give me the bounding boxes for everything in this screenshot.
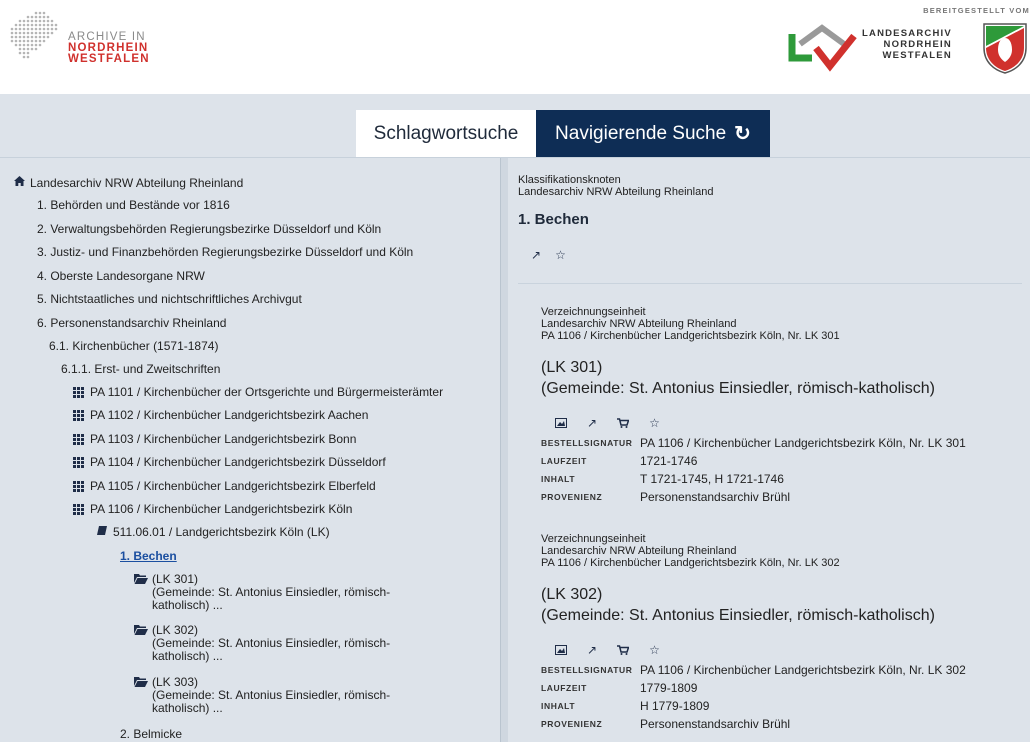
record-type: Verzeichnungseinheit: [541, 306, 646, 318]
image-icon[interactable]: [555, 643, 567, 657]
record-card: [518, 306, 1030, 514]
field-label: PROVENIENZ: [541, 492, 603, 502]
fonds-grid-icon: [73, 434, 84, 445]
field-value: 1779-1809: [640, 681, 698, 695]
record-meta: [541, 533, 840, 569]
tab-keyword-search-label: Schlagwortsuche: [373, 122, 519, 144]
field-label: INHALT: [541, 701, 576, 711]
field-label: LAUFZEIT: [541, 456, 587, 466]
tree-node-level1[interactable]: [37, 222, 381, 236]
field-value: Personenstandsarchiv Brühl: [640, 717, 791, 731]
landesarchiv-wordmark: [862, 28, 952, 61]
tree-node-label: 4. Oberste Landesorgane NRW: [37, 269, 205, 283]
field-value: T 1721-1745, H 1721-1746: [640, 472, 784, 486]
record-fields: [541, 661, 966, 733]
site-header: [0, 0, 1030, 94]
logo-line-2: NORDRHEIN: [68, 42, 149, 54]
tree-node-label: PA 1103 / Kirchenbücher Landgerichtsbezirk Bonn: [90, 432, 357, 446]
tree-node-level1[interactable]: [37, 292, 302, 306]
record-title-line: (LK 301): [541, 359, 603, 376]
tree-node-level1[interactable]: [37, 316, 226, 330]
field-value: PA 1106 / Kirchenbücher Landgerichtsbezirk Köln, Nr. LK 302: [640, 663, 966, 677]
field-label: INHALT: [541, 474, 576, 484]
field-value: 1721-1746: [640, 454, 698, 468]
divider: [518, 283, 1022, 284]
star-icon[interactable]: ☆: [649, 416, 660, 430]
tree-node-label: PA 1106 / Kirchenbücher Landgerichtsbezirk Köln: [90, 502, 353, 516]
tree-node-book[interactable]: [97, 525, 330, 539]
fonds-grid-icon: [73, 481, 84, 492]
tree-node-label: PA 1102 / Kirchenbücher Landgerichtsbezirk Aachen: [90, 408, 369, 422]
tree-node-label: 1. Bechen: [120, 549, 177, 563]
tree-node-level1[interactable]: [37, 269, 205, 283]
tree-node-level1[interactable]: [37, 245, 413, 259]
tree-node-fonds[interactable]: [73, 455, 386, 469]
external-link-icon[interactable]: ↗: [587, 416, 598, 430]
pane-resize-handle[interactable]: [500, 158, 508, 742]
fonds-grid-icon: [73, 504, 84, 515]
tree-node-level1[interactable]: [37, 198, 230, 212]
tree-node-label: 6.1.1. Erst- und Zweitschriften: [61, 362, 221, 376]
search-mode-tabbar: [0, 94, 1030, 158]
folder-open-icon: [134, 573, 148, 587]
classification-tree: [0, 158, 500, 742]
tree-node-active[interactable]: [120, 549, 177, 563]
record-title-line: (LK 302): [541, 586, 603, 603]
folder-open-icon: [134, 676, 148, 690]
dot-map-icon: [8, 9, 64, 65]
tree-node-unit[interactable]: [152, 676, 390, 715]
node-type: Klassifikationsknoten: [518, 174, 621, 186]
star-icon[interactable]: ☆: [649, 643, 660, 657]
fonds-grid-icon: [73, 387, 84, 398]
tree-node-label: PA 1104 / Kirchenbücher Landgerichtsbezirk Düsseldorf: [90, 455, 386, 469]
record-path: Landesarchiv NRW Abteilung Rheinland: [541, 318, 737, 330]
tree-node-level2[interactable]: [49, 339, 218, 353]
tree-node-label: 6.1. Kirchenbücher (1571-1874): [49, 339, 219, 353]
tree-node-root[interactable]: [14, 176, 243, 190]
tree-node-label: 6. Personenstandsarchiv Rheinland: [37, 316, 227, 330]
refresh-icon[interactable]: ↻: [734, 123, 751, 145]
external-link-icon[interactable]: ↗: [587, 643, 598, 657]
tree-node-label: 2. Belmicke: [120, 727, 183, 741]
landesarchiv-logo-icon[interactable]: [786, 22, 858, 72]
lav-line-2: NORDRHEIN: [883, 39, 952, 50]
field-label: BESTELLSIGNATUR: [541, 665, 633, 675]
tree-node-fonds[interactable]: [73, 385, 443, 399]
field-value: Personenstandsarchiv Brühl: [640, 490, 791, 504]
tree-node-label: 511.06.01 / Landgerichtsbezirk Köln (LK): [113, 525, 330, 539]
unit-line: (LK 301): [152, 572, 199, 586]
provided-by-label: BEREITGESTELLT VOM: [923, 6, 1030, 15]
field-label: BESTELLSIGNATUR: [541, 438, 633, 448]
record-meta: [541, 306, 840, 342]
fonds-grid-icon: [73, 457, 84, 468]
unit-line: (LK 302): [152, 623, 199, 637]
unit-line: (LK 303): [152, 675, 199, 689]
record-path: Landesarchiv NRW Abteilung Rheinland: [541, 545, 737, 557]
tree-node-label: PA 1105 / Kirchenbücher Landgerichtsbezirk Elberfeld: [90, 479, 376, 493]
tab-navigating-search-label: Navigierende Suche: [555, 122, 727, 144]
record-path: PA 1106 / Kirchenbücher Landgerichtsbezirk Köln, Nr. LK 301: [541, 330, 840, 342]
record-title[interactable]: [541, 357, 935, 399]
detail-pane: [508, 158, 1030, 742]
record-path: PA 1106 / Kirchenbücher Landgerichtsbezirk Köln, Nr. LK 302: [541, 557, 840, 569]
star-icon[interactable]: ☆: [555, 248, 566, 262]
record-title-line: (Gemeinde: St. Antonius Einsiedler, römisch-katholisch): [541, 380, 935, 397]
image-icon[interactable]: [555, 416, 567, 430]
lav-line-1: LANDESARCHIV: [862, 28, 952, 39]
record-fields: [541, 434, 966, 506]
tree-node-fonds[interactable]: [73, 408, 368, 422]
tree-node-unit[interactable]: [152, 573, 390, 612]
nrw-coat-of-arms-icon: [982, 22, 1028, 74]
fonds-grid-icon: [73, 410, 84, 421]
cart-icon[interactable]: [617, 643, 629, 657]
tree-node-label: PA 1101 / Kirchenbücher der Ortsgerichte und Bürgermeisterämter: [90, 385, 444, 399]
node-title: 1. Bechen: [518, 211, 589, 228]
unit-line: katholisch) ...: [152, 598, 223, 612]
record-title-line: (Gemeinde: St. Antonius Einsiedler, römisch-katholisch): [541, 607, 935, 624]
tree-node-label: 5. Nichtstaatliches und nichtschriftliches Archivgut: [37, 292, 302, 306]
field-value: H 1779-1809: [640, 699, 710, 713]
field-value: PA 1106 / Kirchenbücher Landgerichtsbezirk Köln, Nr. LK 301: [640, 436, 966, 450]
record-actions: [555, 416, 660, 430]
tree-node-label: 2. Verwaltungsbehörden Regierungsbezirke Düsseldorf und Köln: [37, 222, 382, 236]
tree-node-fonds[interactable]: [73, 432, 356, 446]
unit-line: katholisch) ...: [152, 649, 223, 663]
home-icon: [14, 176, 25, 186]
tree-node-level3[interactable]: [61, 362, 220, 376]
book-icon: [97, 525, 108, 536]
external-link-icon[interactable]: ↗: [531, 248, 542, 262]
unit-line: (Gemeinde: St. Antonius Einsiedler, römisch-: [152, 636, 391, 650]
tab-keyword-search[interactable]: [356, 110, 536, 157]
record-type: Verzeichnungseinheit: [541, 533, 646, 545]
cart-icon[interactable]: [617, 416, 629, 430]
unit-line: katholisch) ...: [152, 701, 223, 715]
lav-line-3: WESTFALEN: [882, 50, 952, 61]
tree-node-label: 3. Justiz- und Finanzbehörden Regierungsbezirke Düsseldorf und Köln: [37, 245, 414, 259]
folder-open-icon: [134, 624, 148, 638]
tree-node-label: Landesarchiv NRW Abteilung Rheinland: [30, 176, 244, 190]
unit-line: (Gemeinde: St. Antonius Einsiedler, römisch-: [152, 585, 391, 599]
node-header: [518, 174, 713, 198]
tree-node-fonds[interactable]: [73, 479, 376, 493]
field-label: LAUFZEIT: [541, 683, 587, 693]
unit-line: (Gemeinde: St. Antonius Einsiedler, römisch-: [152, 688, 391, 702]
archive-nrw-logo[interactable]: [8, 8, 150, 65]
tree-node-sibling[interactable]: [120, 727, 182, 741]
record-card: [518, 533, 1030, 742]
tree-node-unit[interactable]: [152, 624, 390, 663]
field-label: PROVENIENZ: [541, 719, 603, 729]
node-path: Landesarchiv NRW Abteilung Rheinland: [518, 186, 714, 198]
tree-node-label: 1. Behörden und Bestände vor 1816: [37, 198, 230, 212]
record-actions: [555, 643, 660, 657]
logo-line-3: WESTFALEN: [68, 53, 150, 65]
record-title[interactable]: [541, 584, 935, 626]
logo-line-1: ARCHIVE IN: [68, 31, 146, 43]
node-actions: [531, 248, 566, 262]
tree-node-fonds[interactable]: [73, 502, 352, 516]
tab-navigating-search[interactable]: [536, 110, 770, 157]
